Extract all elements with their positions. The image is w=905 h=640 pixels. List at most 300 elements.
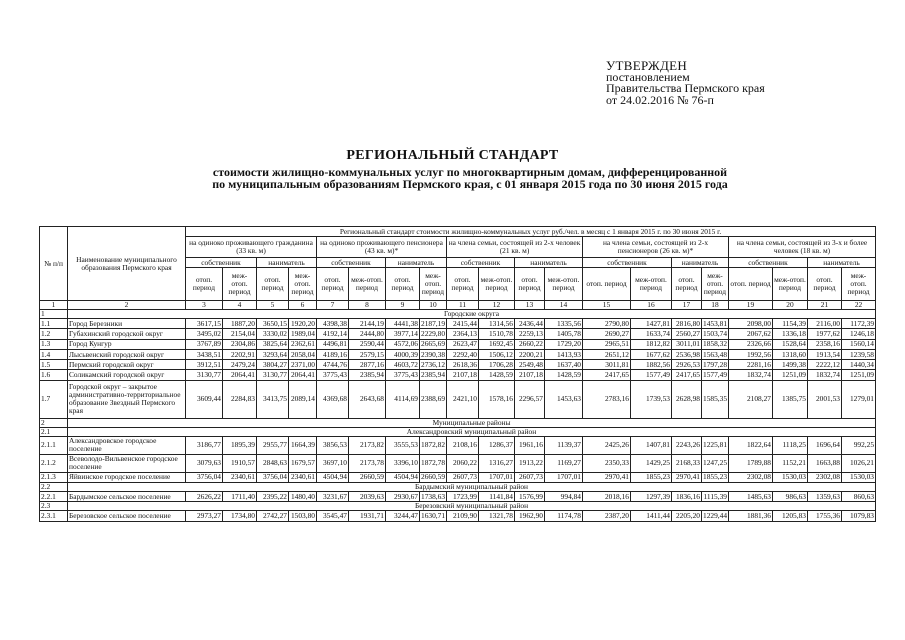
- row-value: 2116,00: [808, 319, 842, 329]
- row-value: 1560,14: [842, 339, 876, 349]
- row-value: 3011,01: [672, 339, 702, 349]
- row-value: 1499,38: [773, 360, 808, 370]
- row-value: 2926,53: [672, 360, 702, 370]
- row-value: 1663,88: [808, 454, 842, 472]
- row-value: 3856,53: [317, 436, 349, 454]
- row-value: 2200,21: [515, 349, 545, 359]
- row-value: 1405,78: [545, 329, 583, 339]
- row-value: 3011,81: [583, 360, 631, 370]
- row-value: 2371,00: [289, 360, 317, 370]
- row-value: 1079,83: [842, 511, 876, 521]
- column-index: 3: [186, 301, 223, 310]
- row-value: 2154,04: [223, 329, 257, 339]
- row-value: 2001,53: [808, 380, 842, 418]
- row-value: 2173,78: [349, 454, 386, 472]
- row-value: 1706,28: [479, 360, 515, 370]
- row-value: 4369,68: [317, 380, 349, 418]
- row-value: 2579,15: [349, 349, 386, 359]
- document-subtitle: [120, 166, 820, 190]
- table-row: [40, 492, 876, 502]
- row-value: 2690,27: [583, 329, 631, 339]
- row-value: 1872,78: [420, 454, 447, 472]
- header-heat-period: отоп. период: [186, 268, 223, 301]
- row-name: Александровское городское поселение: [68, 436, 186, 454]
- row-value: 2628,98: [672, 380, 702, 418]
- row-value: 2970,41: [672, 472, 702, 482]
- header-row-top: [40, 227, 876, 237]
- header-owner: собственник: [317, 258, 386, 268]
- row-value: 1738,63: [421, 491, 446, 501]
- row-value: 3231,67: [317, 492, 349, 502]
- row-value: 1503,74: [703, 328, 728, 338]
- header-heat-period: отоп. период: [515, 268, 545, 301]
- subsection-num: 2.2: [40, 483, 68, 492]
- header-top: Региональный стандарт стоимости жилищно-коммунальных услуг руб./чел. в месяц с 1 января 2015 г. по 30 июня 2015 г.: [186, 227, 876, 237]
- row-value: 1141,84: [479, 492, 515, 502]
- row-value: 1920,20: [289, 319, 317, 329]
- row-num: 1.7: [40, 380, 68, 418]
- subsection-title: Александровский муниципальный район: [68, 427, 876, 436]
- row-value: 1913,54: [808, 349, 842, 359]
- row-value: 2877,16: [349, 360, 386, 370]
- row-value: 1316,27: [479, 454, 515, 472]
- row-value: 2107,18: [447, 370, 479, 380]
- row-value: 3650,15: [257, 319, 289, 329]
- row-value: 1882,56: [631, 360, 672, 370]
- row-value: 2417,65: [672, 370, 702, 380]
- column-index: 12: [479, 301, 515, 310]
- row-value: 1637,40: [545, 360, 583, 370]
- row-name: Соликамский городской округ: [68, 370, 186, 380]
- row-value: 3130,77: [186, 370, 223, 380]
- row-name: Березовское сельское поселение: [68, 511, 186, 521]
- row-value: 1428,59: [479, 370, 515, 380]
- row-value: 2626,22: [186, 492, 223, 502]
- row-value: 1812,82: [631, 339, 672, 349]
- subsection-num: 2.1: [40, 427, 68, 436]
- row-value: 3697,10: [317, 454, 349, 472]
- row-value: 3396,10: [386, 454, 420, 472]
- approved-line4: от 24.02.2016 № 76-п: [606, 92, 714, 107]
- header-group-3: на члена семьи, состоящей из 2-х человек (21 кв. м): [447, 237, 583, 258]
- row-value: 2284,83: [223, 380, 257, 418]
- header-row-index: [40, 301, 876, 310]
- row-num: 1.1: [40, 319, 68, 329]
- section-title: Муниципальные районы: [68, 418, 876, 427]
- row-value: 1297,39: [631, 492, 672, 502]
- row-value: 1797,28: [703, 359, 728, 369]
- header-owner: собственник: [447, 258, 515, 268]
- section-title: Городские округа: [68, 310, 876, 319]
- row-value: 1251,09: [842, 370, 876, 380]
- row-num: 1.2: [40, 329, 68, 339]
- row-value: 2304,86: [223, 339, 257, 349]
- row-value: 3825,64: [257, 339, 289, 349]
- table-row: [40, 511, 876, 521]
- row-value: 2350,33: [583, 454, 631, 472]
- row-value: 2064,41: [289, 370, 317, 380]
- row-value: 4504,94: [386, 472, 420, 482]
- row-value: 1225,81: [702, 436, 729, 454]
- row-value: 1318,60: [773, 349, 808, 359]
- row-value: 4572,06: [386, 339, 420, 349]
- row-value: 2660,22: [515, 339, 545, 349]
- row-value: 1836,16: [672, 492, 702, 502]
- document-title: РЕГИОНАЛЬНЫЙ СТАНДАРТ: [346, 148, 559, 163]
- column-index: 4: [223, 301, 257, 310]
- header-heat-period: отоп. период: [729, 268, 773, 301]
- row-value: 2222,12: [808, 360, 842, 370]
- column-index: 14: [545, 301, 583, 310]
- row-value: 1872,82: [420, 436, 447, 454]
- row-value: 2618,36: [447, 360, 479, 370]
- row-name: Яйвинское городское поселение: [68, 472, 186, 482]
- column-index: 20: [773, 301, 808, 310]
- column-index: 10: [420, 301, 447, 310]
- row-value: 1428,59: [545, 370, 583, 380]
- row-value: 3609,44: [186, 380, 223, 418]
- header-nonheat-period: меж-отоп. период: [773, 268, 808, 301]
- row-value: 4114,69: [386, 380, 420, 418]
- column-index: 18: [702, 301, 729, 310]
- column-index: 1: [40, 301, 68, 310]
- row-value: 1026,21: [842, 454, 876, 472]
- header-nonheat-period: меж-отоп. период: [223, 268, 257, 301]
- row-value: 1989,04: [289, 329, 317, 339]
- row-value: 2362,61: [289, 339, 317, 349]
- row-value: 1578,16: [479, 380, 515, 418]
- approved-line1: УТВЕРЖДЕН: [606, 58, 688, 73]
- row-value: 4496,81: [317, 339, 349, 349]
- column-index: 6: [289, 301, 317, 310]
- row-num: 2.1.3: [40, 472, 68, 482]
- row-value: 3775,43: [317, 370, 349, 380]
- row-value: 1506,12: [479, 349, 515, 359]
- row-value: 2607,73: [515, 472, 545, 482]
- row-value: 1174,78: [545, 511, 583, 521]
- row-value: 2955,77: [257, 436, 289, 454]
- row-value: 3756,04: [186, 472, 223, 482]
- row-value: 3438,51: [186, 349, 223, 359]
- row-value: 1407,81: [631, 436, 672, 454]
- row-name: Лысьвенский городской округ: [68, 349, 186, 359]
- row-value: 4504,94: [317, 472, 349, 482]
- row-value: 1707,01: [545, 472, 583, 482]
- row-value: 2385,94: [349, 370, 386, 380]
- row-value: 2421,10: [447, 380, 479, 418]
- header-num: № п/п: [40, 227, 68, 301]
- row-value: 2970,41: [583, 472, 631, 482]
- table-row: [40, 370, 876, 380]
- header-heat-period: отоп. период: [447, 268, 479, 301]
- column-index: 13: [515, 301, 545, 310]
- row-value: 1335,56: [545, 319, 583, 329]
- row-value: 2387,20: [583, 511, 631, 521]
- header-heat-period: отоп. период: [317, 268, 349, 301]
- row-value: 2205,20: [672, 511, 702, 521]
- row-value: 2783,16: [583, 380, 631, 418]
- row-value: 1633,74: [631, 329, 672, 339]
- row-value: 986,63: [773, 492, 808, 502]
- header-nonheat-period: меж-отоп. период: [702, 268, 729, 301]
- row-value: 1251,09: [773, 370, 808, 380]
- row-value: 1679,57: [289, 454, 317, 472]
- header-tenant: наниматель: [515, 258, 583, 268]
- row-value: 2444,80: [349, 329, 386, 339]
- row-value: 4603,72: [386, 360, 420, 370]
- table-body: [40, 227, 876, 522]
- row-value: 2296,57: [515, 380, 545, 418]
- row-num: 2.1.2: [40, 454, 68, 472]
- row-value: 3617,15: [186, 319, 223, 329]
- row-value: 1910,57: [223, 454, 257, 472]
- row-value: 3130,77: [257, 370, 289, 380]
- row-value: 2973,27: [186, 511, 223, 521]
- row-value: 2736,12: [421, 359, 446, 369]
- row-value: 1440,34: [842, 360, 876, 370]
- row-value: 2058,04: [289, 349, 317, 359]
- row-value: 3767,89: [186, 339, 223, 349]
- row-value: 3495,02: [186, 329, 223, 339]
- row-value: 1630,71: [421, 511, 446, 521]
- subsection-row: [40, 427, 876, 436]
- header-name: Наименование муниципального образования Пермского края: [68, 227, 186, 301]
- row-value: 1229,44: [703, 511, 728, 521]
- row-value: 1139,37: [545, 436, 583, 454]
- row-value: 2660,59: [421, 472, 446, 482]
- row-value: 2089,14: [289, 380, 317, 418]
- row-value: 1115,39: [702, 492, 729, 502]
- header-heat-period: отоп. период: [386, 268, 420, 301]
- row-value: 1723,99: [447, 492, 479, 502]
- row-value: 2098,00: [729, 319, 773, 329]
- column-index: 9: [386, 301, 420, 310]
- header-group-2: на одиноко проживающего пенсионера (43 кв. м)*: [317, 237, 447, 258]
- row-value: 1279,01: [842, 380, 876, 418]
- section-num: 2: [40, 418, 68, 427]
- row-value: 3977,14: [386, 329, 420, 339]
- row-value: 1413,93: [545, 349, 583, 359]
- row-value: 2848,63: [257, 454, 289, 472]
- row-value: 1246,18: [842, 329, 876, 339]
- row-value: 4398,38: [317, 319, 349, 329]
- row-value: 2965,51: [583, 339, 631, 349]
- row-value: 3244,47: [386, 511, 420, 521]
- row-value: 1359,63: [808, 492, 842, 502]
- row-value: 2108,27: [729, 380, 773, 418]
- row-value: 2064,41: [223, 370, 257, 380]
- row-value: 2742,27: [257, 511, 289, 521]
- table-row: [40, 436, 876, 454]
- row-value: 2395,22: [257, 492, 289, 502]
- row-value: 1962,90: [515, 511, 545, 521]
- row-value: 2259,13: [515, 329, 545, 339]
- row-value: 1711,40: [223, 492, 257, 502]
- row-name: Город Кунгур: [68, 339, 186, 349]
- header-heat-period: отоп. период: [808, 268, 842, 301]
- row-value: 1755,36: [808, 511, 842, 521]
- row-value: 2643,68: [349, 380, 386, 418]
- row-num: 1.4: [40, 349, 68, 359]
- row-value: 4192,14: [317, 329, 349, 339]
- row-value: 2417,65: [583, 370, 631, 380]
- row-value: 1205,83: [773, 511, 808, 521]
- row-value: 2243,26: [672, 436, 702, 454]
- table-row: [40, 360, 876, 370]
- row-value: 1729,20: [545, 339, 583, 349]
- row-value: 1503,80: [289, 511, 317, 521]
- column-index: 21: [808, 301, 842, 310]
- row-value: 1707,01: [479, 472, 515, 482]
- row-value: 3293,64: [257, 349, 289, 359]
- row-value: 2168,33: [672, 454, 702, 472]
- row-value: 1961,16: [515, 436, 545, 454]
- row-value: 2816,80: [672, 319, 702, 329]
- row-value: 1321,78: [479, 511, 515, 521]
- row-value: 860,63: [842, 492, 876, 502]
- row-value: 1528,64: [773, 339, 808, 349]
- row-value: 1169,27: [545, 454, 583, 472]
- row-value: 1895,39: [223, 436, 257, 454]
- subsection-title: Березовский муниципальный район: [68, 502, 876, 511]
- row-num: 2.1.1: [40, 436, 68, 454]
- column-index: 11: [447, 301, 479, 310]
- row-value: 4441,38: [386, 319, 420, 329]
- header-owner: собственник: [583, 258, 672, 268]
- subsection-title: Бардымский муниципальный район: [68, 483, 876, 492]
- header-nonheat-period: меж-отоп. период: [631, 268, 672, 301]
- header-nonheat-period: меж-отоп. период: [420, 268, 447, 301]
- header-group-5: на члена семьи, состоящей из 3-х и более человек (18 кв. м): [729, 237, 876, 258]
- column-index: 8: [349, 301, 386, 310]
- row-value: 1931,71: [349, 511, 386, 521]
- row-num: 2.2.1: [40, 492, 68, 502]
- row-value: 2536,98: [672, 349, 702, 359]
- row-value: 1247,25: [702, 454, 729, 472]
- row-value: 2202,91: [223, 349, 257, 359]
- row-value: 3079,63: [186, 454, 223, 472]
- row-value: 1453,63: [545, 380, 583, 418]
- row-value: 2388,69: [420, 380, 447, 418]
- row-value: 4189,16: [317, 349, 349, 359]
- row-value: 2292,40: [447, 349, 479, 359]
- row-value: 2107,18: [515, 370, 545, 380]
- row-value: 994,84: [545, 492, 583, 502]
- subsection-row: [40, 483, 876, 492]
- row-value: 2187,19: [421, 318, 446, 328]
- row-value: 1530,03: [773, 472, 808, 482]
- row-name: Городской округ – закрытое административно-территориальное образование Звездный Пермского края: [68, 380, 186, 418]
- row-value: 1385,75: [773, 380, 808, 418]
- row-value: 2173,82: [349, 436, 386, 454]
- approval-stamp: [606, 60, 765, 106]
- row-name: Всеволодо-Вильвенское городское поселение: [68, 454, 186, 472]
- row-value: 2665,69: [421, 339, 446, 349]
- row-value: 1585,35: [702, 380, 729, 418]
- row-value: 2930,67: [386, 492, 420, 502]
- row-value: 992,25: [842, 436, 876, 454]
- table-row: [40, 349, 876, 359]
- table-row: [40, 319, 876, 329]
- row-value: 1858,32: [703, 339, 728, 349]
- row-value: 1239,58: [842, 349, 876, 359]
- row-value: 2390,38: [421, 349, 446, 359]
- row-value: 1314,56: [479, 319, 515, 329]
- row-value: 1992,56: [729, 349, 773, 359]
- row-value: 2607,73: [447, 472, 479, 482]
- row-value: 2590,44: [349, 339, 386, 349]
- approved-line2: постановлением: [606, 69, 690, 84]
- row-value: 2039,63: [349, 492, 386, 502]
- row-value: 2144,19: [349, 319, 386, 329]
- row-name: Губахинский городской округ: [68, 329, 186, 339]
- column-index: 5: [257, 301, 289, 310]
- row-value: 2281,16: [729, 360, 773, 370]
- header-nonheat-period: меж-отоп. период: [545, 268, 583, 301]
- row-name: Бардымское сельское поселение: [68, 492, 186, 502]
- row-value: 1832,74: [729, 370, 773, 380]
- row-value: 2790,80: [583, 319, 631, 329]
- row-value: 1855,23: [703, 472, 728, 482]
- subsection-row: [40, 502, 876, 511]
- row-value: 1881,36: [729, 511, 773, 521]
- row-value: 2340,61: [289, 472, 317, 482]
- row-value: 2651,12: [583, 349, 631, 359]
- row-value: 1855,23: [631, 472, 672, 482]
- row-value: 3545,47: [317, 511, 349, 521]
- column-index: 16: [631, 301, 672, 310]
- row-value: 1577,49: [631, 370, 672, 380]
- row-value: 3330,02: [257, 329, 289, 339]
- header-group-4: на члена семьи, состоящей из 2-х пенсионеров (26 кв. м)*: [583, 237, 729, 258]
- row-value: 1118,25: [773, 436, 808, 454]
- row-value: 1154,39: [773, 319, 808, 329]
- row-value: 1411,44: [631, 511, 672, 521]
- row-value: 1577,49: [703, 370, 728, 380]
- column-index: 22: [842, 301, 876, 310]
- row-value: 1789,88: [729, 454, 773, 472]
- table-row: [40, 454, 876, 472]
- row-value: 2385,94: [421, 370, 446, 380]
- row-value: 2623,47: [447, 339, 479, 349]
- row-value: 3756,04: [257, 472, 289, 482]
- header-tenant: наниматель: [808, 258, 876, 268]
- row-value: 3775,43: [386, 370, 420, 380]
- row-value: 2326,66: [729, 339, 773, 349]
- row-value: 2415,44: [447, 319, 479, 329]
- row-value: 1696,64: [808, 436, 842, 454]
- row-value: 1887,20: [223, 319, 257, 329]
- row-value: 1576,99: [515, 492, 545, 502]
- row-value: 3555,53: [386, 436, 420, 454]
- row-value: 2425,26: [583, 436, 631, 454]
- row-value: 2560,27: [672, 329, 702, 339]
- row-num: 2.3.1: [40, 511, 68, 521]
- table-row: [40, 472, 876, 482]
- row-value: 1530,03: [842, 472, 876, 482]
- row-num: 1.3: [40, 339, 68, 349]
- row-value: 1664,39: [289, 436, 317, 454]
- row-value: 1480,40: [289, 492, 317, 502]
- row-value: 2660,59: [349, 472, 386, 482]
- header-group-1: на одиноко проживающего гражданина (33 кв. м): [186, 237, 317, 258]
- row-value: 2229,80: [421, 328, 446, 338]
- row-value: 1429,25: [631, 454, 672, 472]
- row-value: 1427,81: [631, 319, 672, 329]
- row-value: 1563,48: [703, 349, 728, 359]
- row-value: 1510,78: [479, 329, 515, 339]
- header-nonheat-period: меж-отоп. период: [842, 268, 876, 301]
